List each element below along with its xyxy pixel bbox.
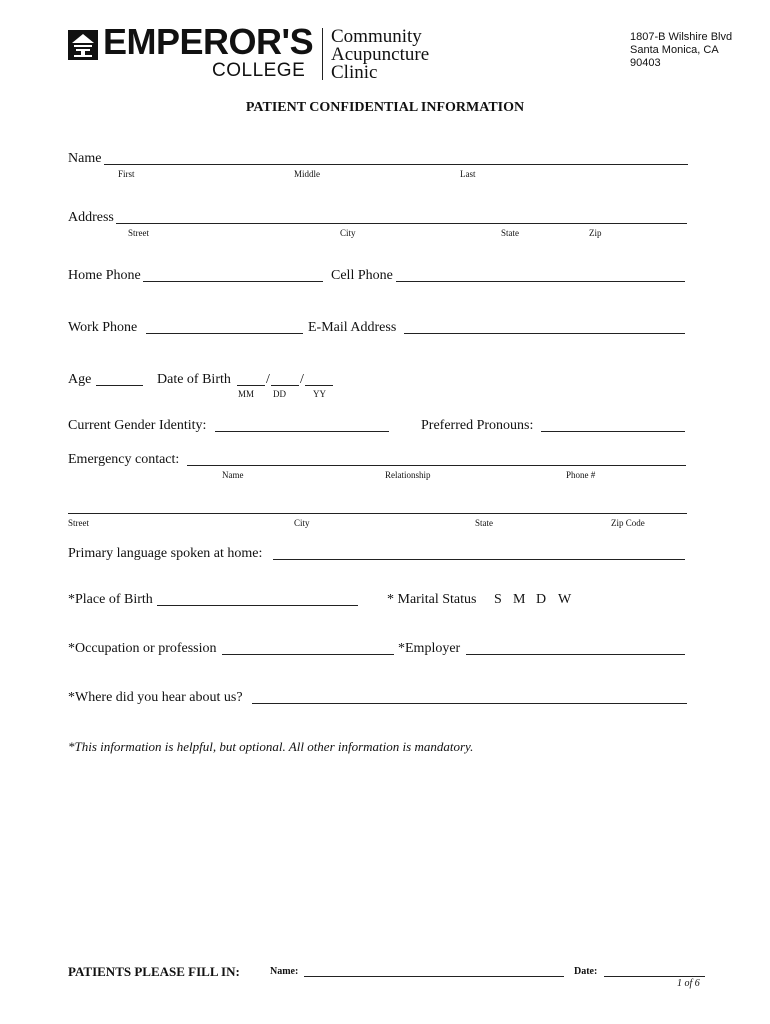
footer-name-label: Name: — [270, 966, 299, 977]
emergency-state-caption: State — [475, 518, 493, 528]
birth-place-label: *Place of Birth — [68, 592, 153, 607]
clinic-name-line-1: Community — [331, 26, 422, 47]
address-state-caption: State — [501, 228, 519, 238]
clinic-name-line-2: Acupuncture — [331, 44, 430, 65]
marital-option-divorced[interactable]: D — [536, 592, 547, 607]
dob-month-input[interactable] — [238, 371, 268, 387]
work-phone-label: Work Phone — [68, 320, 138, 335]
address-street-caption: Street — [128, 228, 149, 238]
pronouns-input[interactable] — [543, 417, 687, 433]
emergency-address-input[interactable] — [70, 498, 689, 514]
home-phone-input[interactable] — [145, 267, 325, 283]
email-input[interactable] — [406, 319, 687, 335]
employer-label: *Employer — [398, 641, 461, 656]
address-line-1: 1807-B Wilshire Blvd — [630, 31, 733, 43]
name-last-caption: Last — [460, 169, 476, 179]
logo-subtext: COLLEGE — [212, 60, 306, 81]
marital-option-married[interactable]: M — [513, 592, 526, 607]
dob-mm-caption: MM — [238, 389, 255, 399]
logo-wordmark: EMPEROR'S — [103, 21, 314, 62]
work-phone-input[interactable] — [148, 319, 305, 335]
occupation-label: *Occupation or profession — [68, 641, 217, 656]
home-phone-label: Home Phone — [68, 268, 141, 283]
form-title: PATIENT CONFIDENTIAL INFORMATION — [245, 100, 525, 115]
emergency-contact-label: Emergency contact: — [68, 452, 180, 467]
optional-info-note: *This information is helpful, but optional. All other information is mandatory. — [68, 739, 474, 754]
address-line-2: Santa Monica, CA — [630, 44, 719, 56]
marital-status-label: * Marital Status — [387, 592, 477, 607]
employer-input[interactable] — [468, 640, 687, 656]
birth-place-input[interactable] — [159, 591, 360, 607]
name-label: Name — [68, 151, 102, 166]
name-first-caption: First — [118, 169, 135, 179]
cell-phone-input[interactable] — [398, 267, 687, 283]
age-label: Age — [68, 372, 92, 387]
address-label: Address — [68, 210, 114, 225]
cell-phone-label: Cell Phone — [331, 268, 393, 283]
referral-input[interactable] — [254, 689, 689, 705]
emergency-phone-caption: Phone # — [566, 470, 596, 480]
clinic-name-line-3: Clinic — [331, 62, 378, 83]
dob-year-input[interactable] — [306, 371, 336, 387]
emergency-name-caption: Name — [222, 470, 244, 480]
dob-separator-2: / — [300, 372, 304, 387]
emergency-street-caption: Street — [68, 518, 89, 528]
marital-option-single[interactable]: S — [494, 592, 502, 607]
marital-option-widowed[interactable]: W — [558, 592, 572, 607]
dob-day-input[interactable] — [272, 371, 302, 387]
footer-date-label: Date: — [574, 966, 598, 977]
age-input[interactable] — [97, 371, 146, 387]
email-label: E-Mail Address — [308, 320, 397, 335]
dob-separator-1: / — [266, 372, 270, 387]
footer-date-input[interactable] — [606, 962, 707, 978]
pronouns-label: Preferred Pronouns: — [421, 418, 534, 433]
footer-name-input[interactable] — [306, 962, 566, 978]
gender-label: Current Gender Identity: — [68, 418, 207, 433]
emergency-contact-input[interactable] — [189, 451, 688, 467]
emergency-zip-caption: Zip Code — [611, 518, 645, 528]
dob-yy-caption: YY — [313, 389, 326, 399]
address-zip-caption: Zip — [589, 228, 602, 238]
name-input[interactable] — [106, 150, 690, 166]
logo-divider — [322, 28, 323, 80]
emperors-college-logo-icon — [68, 30, 98, 60]
occupation-input[interactable] — [224, 640, 396, 656]
referral-label: *Where did you hear about us? — [68, 690, 243, 705]
emergency-city-caption: City — [294, 518, 310, 528]
language-input[interactable] — [275, 545, 687, 561]
address-input[interactable] — [118, 209, 689, 225]
page-number: 1 of 6 — [677, 978, 700, 989]
patients-fill-in-label: PATIENTS PLEASE FILL IN: — [68, 964, 240, 979]
emergency-relationship-caption: Relationship — [385, 470, 431, 480]
dob-dd-caption: DD — [273, 389, 286, 399]
dob-label: Date of Birth — [157, 372, 231, 387]
address-line-3: 90403 — [630, 57, 661, 69]
address-city-caption: City — [340, 228, 356, 238]
gender-input[interactable] — [217, 417, 391, 433]
name-middle-caption: Middle — [294, 169, 320, 179]
language-label: Primary language spoken at home: — [68, 546, 263, 561]
